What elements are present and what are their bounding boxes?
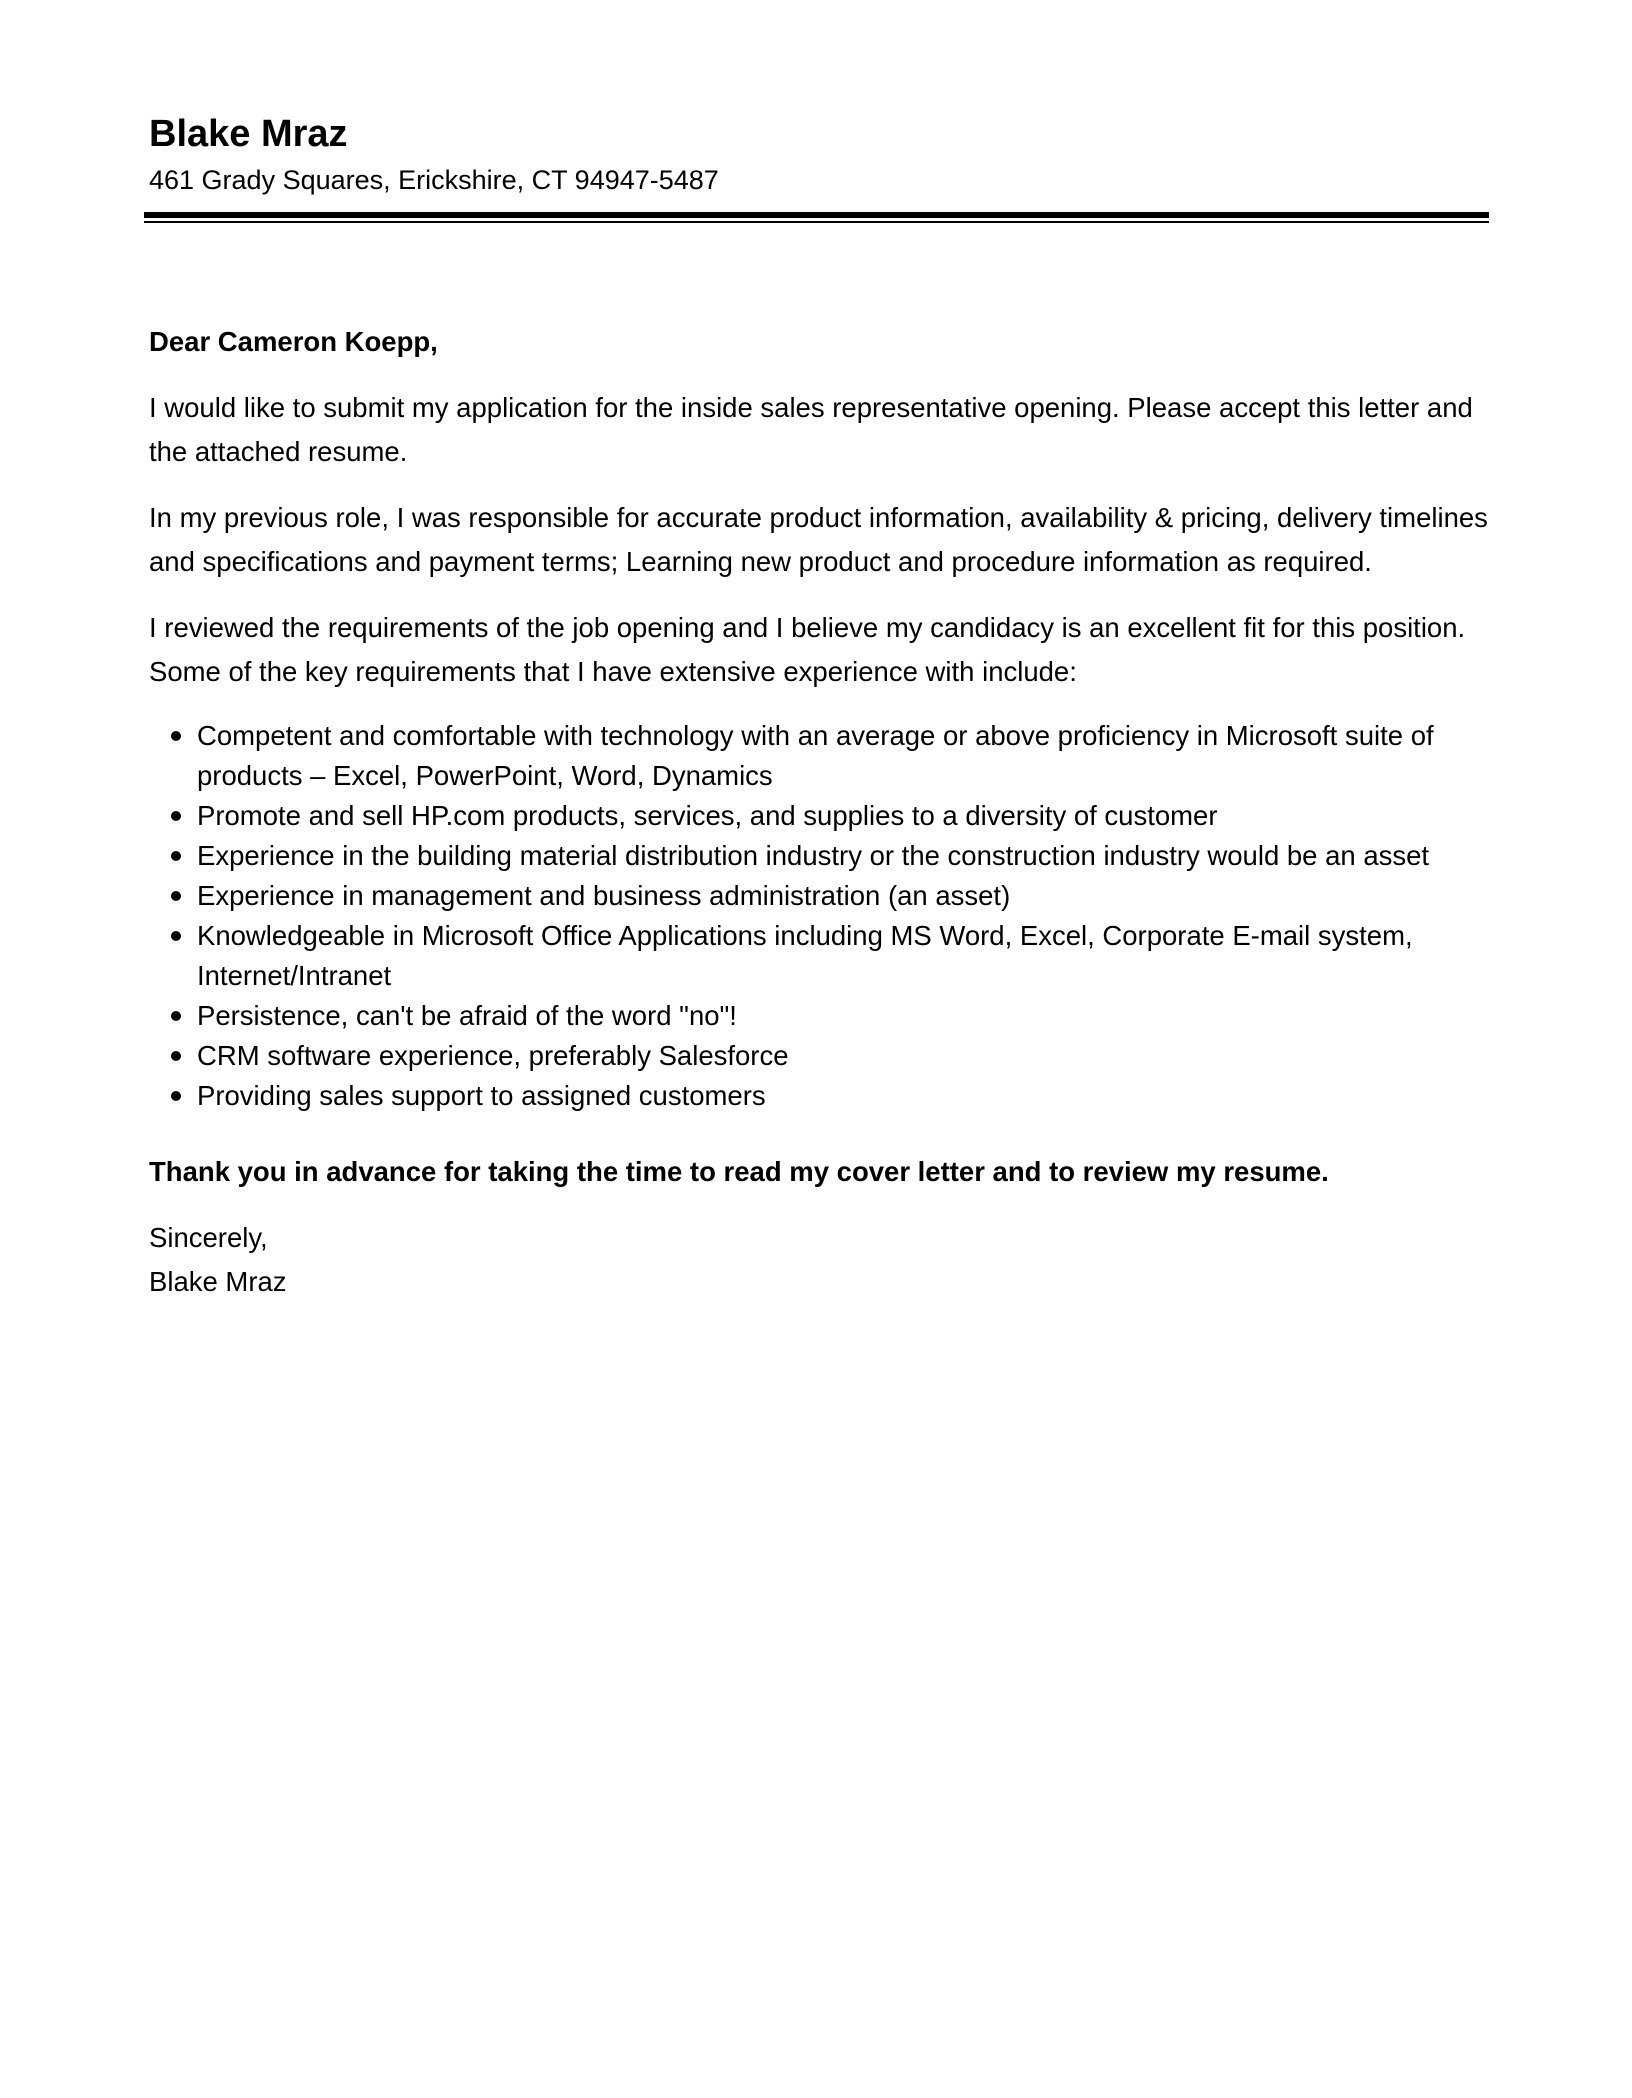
letter-body: [149, 320, 1489, 1304]
closing-phrase: Sincerely,: [149, 1222, 268, 1253]
sender-name: Blake Mraz: [149, 113, 348, 155]
list-item-text: Persistence, can't be afraid of the word "no"!: [197, 1000, 737, 1031]
list-item: [149, 876, 1489, 916]
list-item-text: Promote and sell HP.com products, services, and supplies to a diversity of customer: [197, 800, 1218, 831]
bullet-icon: [171, 811, 181, 821]
list-item-text: Experience in the building material distribution industry or the construction industry would be an asset: [197, 840, 1430, 871]
list-item-text: Experience in management and business administration (an asset): [197, 880, 1011, 911]
bullet-icon: [171, 1011, 181, 1021]
list-item-text: Knowledgeable in Microsoft Office Applications including MS Word, Excel, Corporate E-mail system, Internet/Intranet: [197, 920, 1413, 991]
bullet-icon: [171, 931, 181, 941]
list-item-text: Providing sales support to assigned customers: [197, 1080, 766, 1111]
requirements-list: [149, 716, 1489, 1116]
list-item-text: CRM software experience, preferably Salesforce: [197, 1040, 789, 1071]
paragraph-intro: I would like to submit my application for the inside sales representative opening. Please accept this letter and the attached resume.: [149, 392, 1473, 467]
list-item: [149, 796, 1489, 836]
list-item: [149, 1076, 1489, 1116]
salutation: Dear Cameron Koepp,: [149, 326, 438, 357]
bullet-icon: [171, 731, 181, 741]
thank-you-line: Thank you in advance for taking the time to read my cover letter and to review my resume.: [149, 1156, 1329, 1187]
paragraph-previous-role: In my previous role, I was responsible for accurate product information, availability & pricing, delivery timelines and specifications and payment terms; Learning new product and procedure information as required.: [149, 502, 1488, 577]
list-item: [149, 1036, 1489, 1076]
list-item: [149, 836, 1489, 876]
list-item: [149, 996, 1489, 1036]
paragraph-requirements: I reviewed the requirements of the job opening and I believe my candidacy is an excellent fit for this position. Some of the key requirements that I have extensive experience with include:: [149, 612, 1466, 687]
bullet-icon: [171, 1091, 181, 1101]
header-divider-thick: [144, 212, 1489, 218]
list-item-text: Competent and comfortable with technology with an average or above proficiency in Microsoft suite of products – Excel, PowerPoint, Word, Dynamics: [197, 720, 1434, 791]
bullet-icon: [171, 851, 181, 861]
bullet-icon: [171, 891, 181, 901]
list-item: [149, 916, 1489, 996]
signature-name: Blake Mraz: [149, 1266, 287, 1297]
letter-header: [149, 110, 1489, 198]
list-item: [149, 716, 1489, 796]
sender-address: 461 Grady Squares, Erickshire, CT 94947-5487: [149, 165, 719, 195]
header-divider-thin: [144, 221, 1489, 223]
bullet-icon: [171, 1051, 181, 1061]
